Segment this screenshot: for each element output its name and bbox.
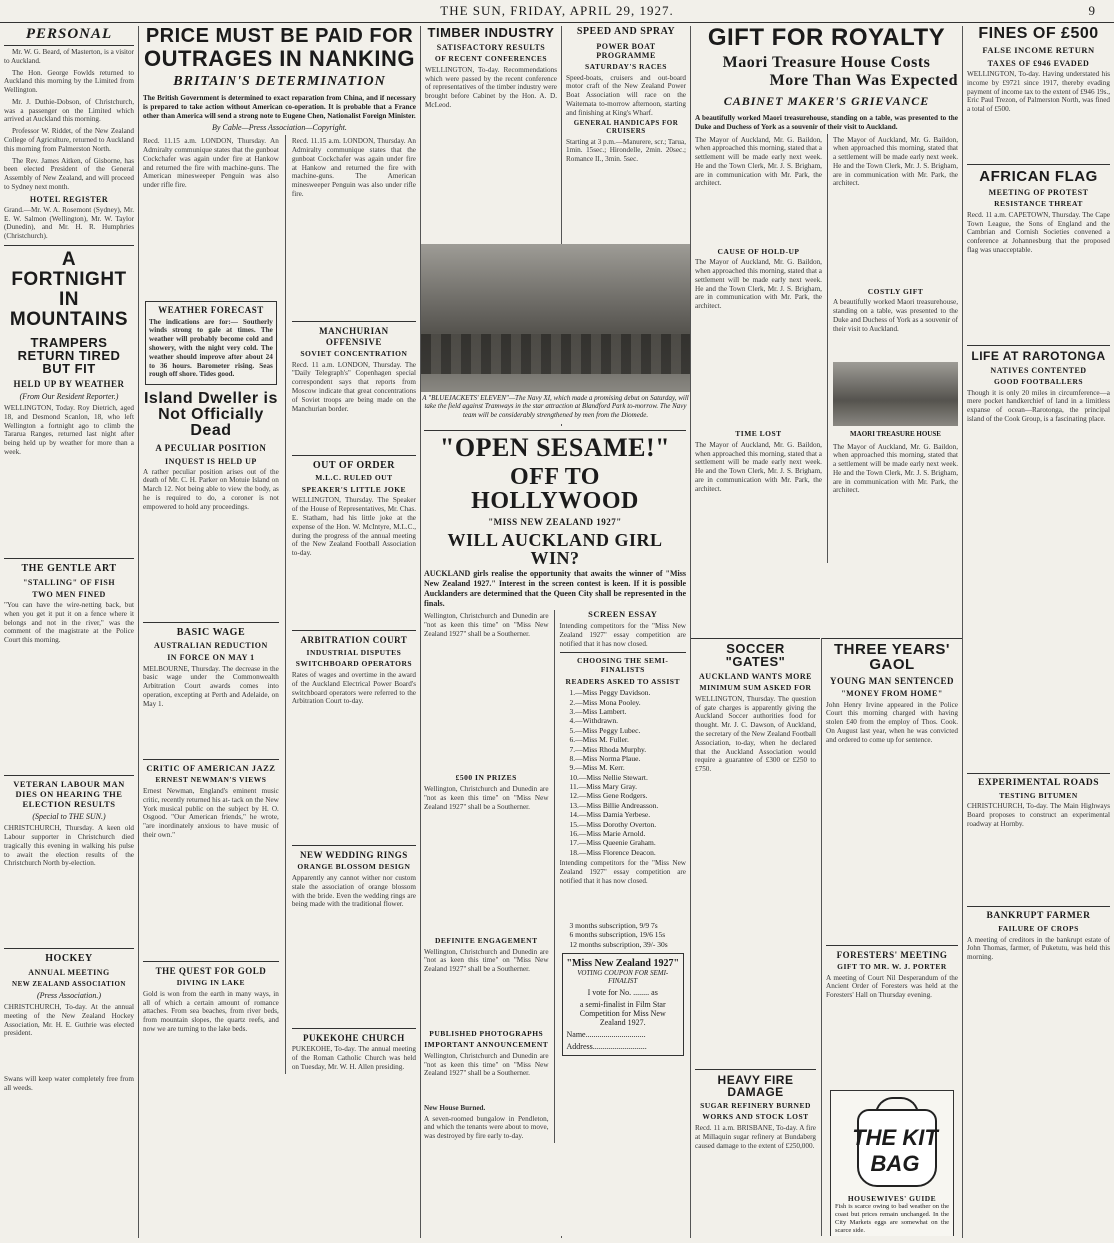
critic-headline: CRITIC OF AMERICAN JAZZ (146, 762, 276, 773)
more-than-expected-headline: More Than Was Expected (769, 72, 958, 89)
island-headline-1: Island Dweller is (143, 390, 278, 408)
quest-gold-headline: THE QUEST FOR GOLD (155, 965, 267, 976)
weather-forecast-box (145, 301, 277, 385)
coupon-title: "Miss New Zealand 1927" (566, 958, 679, 970)
experimental-roads-headline: EXPERIMENTAL ROADS (978, 777, 1099, 788)
african-flag-headline: AFRICAN FLAG (979, 167, 1098, 185)
ernest-subhead: ERNEST NEWMAN'S VIEWS (155, 775, 267, 785)
false-income-subhead: FALSE INCOME RETURN (982, 45, 1095, 55)
column-royalty (691, 26, 962, 626)
coupon-address-field[interactable]: Address........................... (566, 1042, 647, 1052)
personal-note: Mr. J. Duthie-Dobson, of Christchurch, was a passenger on the Limited which arrived at Auckland this morning. (4, 97, 134, 124)
important-announcement-subhead: IMPORTANT ANNOUNCEMENT (424, 1040, 549, 1050)
experimental-roads-body: CHRISTCHURCH, To-day. The Main Highways Board proposes to construct an experimental roadway at Hornby. (967, 802, 1110, 828)
fire-damage-headline: HEAVY FIRE DAMAGE (717, 1072, 794, 1099)
weather-forecast-heading: WEATHER FORECAST (158, 305, 264, 316)
hockey-source: (Press Association.) (37, 991, 101, 1001)
timber-subhead-1: SATISFACTORY RESULTS (436, 43, 546, 52)
choosing-semifinalists-subhead: CHOOSING THE SEMI-FINALISTS (577, 656, 669, 675)
basic-wage-headline: BASIC WAGE (176, 626, 246, 638)
treasure-house-photo (833, 362, 958, 426)
list-item: 10.—Miss Nellie Stewart. (569, 772, 648, 782)
veteran-headline: VETERAN LABOUR MAN DIES ON HEARING THE ELECTION RESULTS (13, 779, 125, 809)
column-timber (421, 26, 561, 241)
housewives-guide-title: HOUSEWIVES' GUIDE (847, 1193, 937, 1203)
hockey-headline: HOCKEY (45, 953, 93, 965)
good-footballers-subhead: GOOD FOOTBALLERS (993, 376, 1084, 386)
trampers-body: WELLINGTON, Today. Roy Dietrich, aged 18, and Desmond Scanlon, 18, who left Wellington a fortnight ago to climb the Tararua Ranges, returned last night after being held up by weather for more than a week. (4, 404, 134, 457)
peculiar-subhead: A PECULIAR POSITION (155, 443, 267, 454)
list-item: 9.—Miss M. Kerr. (569, 763, 625, 773)
inquest-subhead: INQUEST IS HELD UP (165, 456, 257, 466)
wedding-rings-headline: NEW WEDDING RINGS (300, 850, 408, 860)
holdup-body: The Mayor of Auckland, Mr. G. Baildon, when approached this morning, stated that a settlement will be made early next week. He and the Town Clerk, Mr. J. S. Brigham, are in communication with Mr. Park, the architect. (695, 258, 822, 311)
costly-gift-body: A beautifully worked Maori treasurehouse, standing on a table, was presented to the Duke and Duchess of York as a souvenir of their visit to Auckland. (832, 298, 958, 333)
african-flag-body: Recd. 11 a.m. CAPETOWN, Thursday. The Cape Town League, the Sons of England and the Cambrian and Cornish Societies convened a conference at Johannesburg that the proposed flag was unacceptable. (967, 210, 1110, 254)
kit-bag-logo (835, 1095, 955, 1195)
hotel-register-heading: HOTEL REGISTER (29, 194, 109, 204)
kit-bag-advert (830, 1090, 954, 1237)
list-item: 6 months subscription, 19/6 15s (569, 930, 666, 940)
failure-crops-subhead: FAILURE OF CROPS (998, 924, 1079, 934)
hollywood-headline: OFF TO HOLLYWOOD (471, 464, 639, 514)
basic-wage-subhead-1: AUSTRALIAN REDUCTION (154, 641, 268, 651)
screen-essay-body: Intending competitors for the "Miss New Zealand 1927" essay competition are notified that it has now closed. (559, 622, 686, 648)
timber-headline: TIMBER INDUSTRY (427, 26, 555, 40)
annual-meeting-subhead: ANNUAL MEETING (28, 967, 110, 977)
treasure-house-body: The Mayor of Auckland, Mr. G. Baildon, when approached this morning, stated that a settlement will be made early next week. He and the Town Clerk, Mr. J. S. Brigham, are in communication with Mr. Park, the architect. (832, 442, 958, 495)
personal-note: Mr. W. G. Beard, of Masterton, is a visitor to Auckland. (4, 48, 134, 65)
coupon-description: a semi-finalist in Film Star Competition for Miss New Zealand 1927. (579, 1000, 666, 1028)
personal-note: The Rev. James Aitken, of Gisborne, has been elected President of the General Assembly of New Zealand, and will proceed to Sydney next month. (4, 156, 134, 191)
island-headline-2: Not Officially Dead (158, 406, 264, 440)
stalling-subhead: "STALLING" OF FISH (22, 577, 116, 587)
fortnight-headline: A FORTNIGHT IN MOUNTAINS (9, 249, 129, 330)
screen-essay-subhead: SCREEN ESSAY (588, 609, 658, 620)
miss-nz-subhead: "MISS NEW ZEALAND 1927" (488, 517, 622, 527)
veteran-source: (Special to THE SUN.) (32, 812, 106, 822)
list-item: 1.—Miss Peggy Davidson. (569, 688, 651, 698)
gentle-art-headline: THE GENTLE ART (21, 563, 117, 575)
list-item: 11.—Miss Mary Gray. (569, 782, 638, 792)
published-photos-subhead: PUBLISHED PHOTOGRAPHS (429, 1028, 544, 1038)
speaker-joke-subhead: SPEAKER'S LITTLE JOKE (301, 484, 407, 494)
royalty-body: The Mayor of Auckland, Mr. G. Baildon, when approached this morning, stated that a settlement will be made early next week. He and the Town Clerk, Mr. J. S. Brigham, are in communication with Mr. Park, the architect. (695, 135, 822, 188)
housewives-guide-body: Fish is scarce owing to bad weather on the coast but prices remain unchanged. In the City Markets eggs are somewhat on the scarce side. (835, 1203, 949, 1234)
auckland-girl-headline: WILL AUCKLAND GIRL WIN? (447, 530, 663, 569)
definite-engagement-subhead: DEFINITE ENGAGEMENT (434, 935, 538, 945)
speed-headline: SPEED AND SPRAY (576, 26, 676, 37)
nz-association-subhead: NEW ZEALAND ASSOCIATION (12, 979, 126, 988)
open-sesame-body: Wellington, Christchurch and Dunedin are "not as keen this time" on "Miss New Zealand 1927" shall be a Southerner. (424, 612, 549, 638)
wedding-rings-body: Apparently any cannot wither nor custom stale the association of orange blossom with the bride. Even the wedding rings are being made with the traditional flower. (291, 873, 416, 909)
protest-subhead: MEETING OF PROTEST (988, 187, 1089, 197)
masthead-title: THE SUN, FRIDAY, APRIL 29, 1927. (440, 3, 674, 18)
navy-team-photo (421, 244, 690, 392)
holdup-subhead: CAUSE OF HOLD-UP (717, 246, 800, 256)
auckland-wants-subhead: AUCKLAND WANTS MORE (699, 672, 812, 681)
list-item: 3.—Miss Lambert. (569, 707, 627, 717)
arbitration-headline: ARBITRATION COURT (300, 635, 408, 646)
manchurian-headline: MANCHURIAN OFFENSIVE (319, 326, 389, 347)
column-nanking (139, 26, 420, 1236)
royalty-lead: A beautifully worked Maori treasurehouse, standing on a table, was presented to the Duke and Duchess of York as a souvenir of their visit to Auckland. (695, 114, 958, 131)
personal-heading: PERSONAL (4, 26, 134, 46)
sugar-refinery-subhead: SUGAR REFINERY BURNED (700, 1100, 811, 1110)
list-item: 7.—Miss Rhoda Murphy. (569, 744, 647, 754)
diving-subhead: DIVING IN LAKE (176, 978, 246, 988)
two-men-subhead: TWO MEN FINED (32, 589, 106, 599)
page-number: 9 (1088, 3, 1096, 18)
list-item: 6.—Miss M. Fuller. (569, 735, 629, 745)
personal-note: The Hon. George Fowlds returned to Auckland this morning by the Limited from Wellington. (4, 68, 134, 95)
royalty-headline: GIFT FOR ROYALTY (707, 26, 946, 51)
house-burned-heading: New House Burned. (424, 1103, 486, 1112)
time-lost-subhead: TIME LOST (735, 429, 782, 439)
trampers-headline: TRAMPERS RETURN TIRED BUT FIT (17, 334, 121, 376)
soccer-gates-headline: SOCCER "GATES" (725, 641, 786, 669)
list-item: 5.—Miss Peggy Lubec. (569, 725, 641, 735)
column-soccer (691, 638, 820, 1236)
masthead (0, 0, 1114, 23)
bitumen-subhead: TESTING BITUMEN (999, 790, 1078, 800)
gaol-body: John Henry Irvine appeared in the Police Court this morning charged with having stolen £40 from the employ of Thos. Cook. On August last year, when he was convicted and ordered to come up for sentence. (826, 700, 958, 744)
important-body: Wellington, Christchurch and Dunedin are "not as keen this time" on "Miss New Zealand 1927" shall be a Southerner. (424, 1051, 549, 1078)
money-from-home-subhead: "MONEY FROM HOME" (841, 689, 943, 699)
treasure-house-headline: Maori Treasure House Costs (722, 54, 931, 71)
column-right (963, 26, 1114, 1236)
speed-body: Speed-boats, cruisers and out-board motor craft of the New Zealand Power Boat Association will race on the Waitemata to-morrow afternoon, starting and finishing at King's Wharf. (566, 73, 686, 117)
entries-list (570, 688, 687, 857)
basic-wage-body: MELBOURNE, Thursday. The decrease in the basic wage under the Commonwealth Arbitration Court awards comes into operation, excepting at Perth and Adelaide, on May 1. (143, 664, 279, 708)
critic-body: Ernest Newman, England's eminent music critic, recently returned his at- tack on the New York musical public on the subject by H. O. Osgood. "Our American friends," he wrote, "are inordinately anxious to have music of their own." (143, 786, 279, 839)
quest-gold-body: Gold is won from the earth in many ways, in all of which a certain amount of romance attaches. From sea beaches, from river beds, from mountain slopes, the quartz reefs, and now we are turning to the lake beds. (143, 989, 279, 1034)
switchboard-subhead: SWITCHBOARD OPERATORS (295, 659, 413, 669)
mlc-subhead: M.L.C. RULED OUT (315, 473, 393, 483)
porter-gift-subhead: GIFT TO MR. W. J. PORTER (837, 961, 947, 971)
works-stock-subhead: WORKS AND STOCK LOST (702, 1112, 809, 1122)
coupon-subtitle: VOTING COUPON FOR SEMI-FINALIST (577, 969, 669, 986)
nanking-lead: The British Government is determined to exact reparation from China, and if necessary is prepared to take action without American co-operation. It is probable that a France other than America will send a strong note to Eugene Chen, Nationalist Foreign Minister. (143, 94, 416, 120)
column-gaol (822, 638, 962, 1236)
out-of-order-headline: OUT OF ORDER (312, 459, 395, 471)
list-item: 8.—Miss Norma Plaue. (569, 753, 641, 763)
nanking-source: By Cable—Press Association—Copyright. (212, 123, 347, 133)
list-item: 15.—Miss Dorothy Overton. (569, 819, 657, 829)
manchurian-body: Recd. 11 a.m. LONDON, Thursday. The "Daily Telegraph's" Copenhagen special correspondent says that reports from Moscow indicate that great concentrations of Soviet troops are being made on the Manchurian border. (291, 360, 416, 413)
orange-blossom-subhead: ORANGE BLOSSOM DESIGN (297, 862, 411, 872)
weather-forecast-body: The indications are for:— Southerly winds strong to gale at times. The weather will probably become cold and showery, with the night very cold. The weather should improve after about 24 to 36 hours. Barometer rising. Seas rough off shore. Tides good. (149, 317, 273, 379)
taxes-evaded-subhead: TAXES OF £946 EVADED (987, 58, 1090, 68)
costly-gift-subhead: COSTLY GIFT (867, 286, 924, 296)
list-item: 17.—Miss Queenie Graham. (569, 838, 656, 848)
handicaps-body: Starting at 3 p.m.—Manurere, scr.; Tarua, 1min. 15sec.; Hirondelle, 2min. 20sec.; Romance II., 3min. 5sec. (566, 137, 686, 164)
handicaps-subhead: GENERAL HANDICAPS FOR CRUISERS (573, 119, 679, 136)
house-burned-body: A seven-roomed bungalow in Pendleton, and which the tenants were about to move, was destroyed by fire early to-day. (424, 1114, 549, 1141)
open-sesame-headline: "OPEN SESAME!" (439, 433, 671, 462)
list-item: 12.—Miss Gene Rodgers. (569, 791, 648, 801)
power-boat-subhead: POWER BOAT PROGRAMME (596, 41, 656, 60)
timber-subhead-2: OF RECENT CONFERENCES (434, 54, 548, 64)
gaol-headline: THREE YEARS' GAOL (834, 641, 950, 673)
column-speed (562, 26, 690, 241)
nanking-headline-1: PRICE MUST BE PAID FOR (145, 26, 414, 47)
natives-contented-subhead: NATIVES CONTENTED (990, 365, 1087, 375)
coupon-name-field[interactable]: Name.............................. (566, 1030, 646, 1040)
entries-body: Intending competitors for the "Miss New Zealand 1927" essay competition are notified that it has now closed. (559, 859, 686, 885)
rarotonga-headline: LIFE AT RAROTONGA (971, 348, 1106, 363)
bankrupt-farmer-headline: BANKRUPT FARMER (986, 911, 1091, 922)
navy-photo-block (421, 244, 690, 424)
definite-body: Wellington, Christchurch and Dunedin are "not as keen this time" on "Miss New Zealand 1927" shall be a Southerner. (424, 947, 549, 974)
treasure-house-caption: MAORI TREASURE HOUSE (850, 430, 941, 439)
soviet-subhead: SOVIET CONCENTRATION (300, 349, 408, 359)
swan-note: Swans will keep water completely free from all weeds. (4, 1075, 134, 1092)
cabinet-maker-subhead: CABINET MAKER'S GRIEVANCE (723, 94, 930, 108)
subscription-terms (570, 921, 687, 949)
resistance-subhead: RESISTANCE THREAT (994, 199, 1083, 209)
personal-notes (4, 48, 134, 192)
pukekohe-body: PUKEKOHE, To-day. The annual meeting of the Roman Catholic Church was held on Tuesday, Mr. W. H. Allen presiding. (291, 1045, 416, 1071)
readers-asked-subhead: READERS ASKED TO ASSIST (565, 676, 680, 686)
voting-coupon[interactable] (562, 953, 685, 1056)
hockey-body: CHRISTCHURCH, To-day. At the annual meeting of the New Zealand Hockey Association, Mr. H. E. Guthrie was elected president. (4, 1003, 134, 1038)
nanking-body-cont: Recd. 11.15 a.m. LONDON, Thursday. An Admiralty communique states that the gunboat Cockchafer was again under fire at Hankow and returned the fire with machine-guns. The American minesweeper Penguin was also under rifle fire. (291, 137, 416, 199)
gentle-art-body: "You can have the wire-netting back, but when you get it put it on a fence where it belongs and not in the river," was the comment of the magistrate at the Police Court this morning. (4, 601, 134, 645)
column-personal (0, 26, 138, 1236)
island-body: A rather peculiar position arises out of the death of Mr. C. H. Parker on Motuie Island on March 12. Not being able to view the body, as he is required to do, a coroner is not empowered to hold any proceedings. (143, 467, 279, 511)
list-item: 3 months subscription, 9/9 7s (569, 921, 658, 931)
veteran-body: CHRISTCHURCH, Thursday. A keen old Labour supporter in Christchurch died tragically this evening in walking his pulse to await the election results of the Christchurch North by-election. (4, 824, 134, 868)
prizes-body: Wellington, Christchurch and Dunedin are "not as keen this time" on "Miss New Zealand 1927" shall be a Southerner. (424, 784, 549, 811)
weather-subhead: HELD UP BY WEATHER (13, 378, 125, 389)
basic-wage-subhead-2: IN FORCE ON MAY 1 (167, 653, 255, 663)
weather-source: (From Our Resident Reporter.) (19, 392, 119, 402)
arbitration-body: Rates of wages and overtime in the award of the Auckland Electrical Power Board's switchboard operators were referred to the Arbitration Court to-day. (291, 671, 416, 706)
fines-body: WELLINGTON, To-day. Having understated his income by £9721 since 1917, thereby evading payment of income tax to the extent of £946 19s., Eric Paul Trezon, of Palmerston North, was fined a total of £500. (967, 69, 1110, 114)
list-item: 18.—Miss Florence Deacon. (569, 847, 656, 857)
prizes-subhead: £500 IN PRIZES (455, 773, 517, 783)
personal-note: Professor W. Riddet, of the New Zealand College of Agriculture, returned to Auckland this morning from Palmerston North. (4, 127, 134, 153)
foresters-headline: FORESTERS' MEETING (836, 949, 948, 960)
minimum-sum-subhead: MINIMUM SUM ASKED FOR (699, 683, 812, 693)
bankrupt-farmer-body: A meeting of creditors in the bankrupt estate of John Thomas, farmer, of Puketutu, was held this morning. (967, 935, 1110, 962)
royalty-body-cont: The Mayor of Auckland, Mr. G. Baildon, when approached this morning, stated that a settlement will be made early next week. He and the Town Clerk, Mr. J. S. Brigham, are in communication with Mr. Park, the architect. (832, 135, 958, 188)
fines-headline: FINES OF £500 (978, 26, 1099, 42)
navy-photo-caption: A "BLUEJACKETS' ELEVEN"—The Navy XI, which made a promising debut on Saturday, will take the field against Tramways in the star attraction at Blandford Park to-morrow. The Navy team will be considerably strengthened by men from the Diomede. (422, 394, 689, 419)
kit-bag-brand: THE KIT BAG (852, 1124, 938, 1176)
time-lost-body: The Mayor of Auckland, Mr. G. Baildon, when approached this morning, stated that a settlement will be made early next week. He and the Town Clerk, Mr. J. S. Brigham, are in communication with Mr. Park, the architect. (695, 440, 822, 493)
list-item: 13.—Miss Billie Andreasson. (569, 800, 659, 810)
list-item: 4.—Withdrawn. (569, 716, 618, 726)
industrial-subhead: INDUSTRIAL DISPUTES (306, 647, 402, 657)
nanking-body: Recd. 11.15 a.m. LONDON, Thursday. An Admiralty communique states that the gunboat Cockchafer was again under fire at Hankow and returned the fire with machine-guns. The American minesweeper Penguin was also under rifle fire. (143, 137, 279, 190)
out-of-order-body: WELLINGTON, Thursday. The Speaker of the House of Representatives, Mr. Chas. E. Statham, had his little joke at the expense of the Hon. W. McIntyre, M.L.C., during the progress of the annual meeting of the New Zealand Football Association to-day. (291, 496, 416, 558)
fire-damage-body: Recd. 11 a.m. BRISBANE, To-day. A fire at Millaquin sugar refinery at Bundaberg caused damage to the extent of £250,000. (695, 1124, 816, 1150)
list-item: 2.—Miss Mona Pooley. (569, 697, 641, 707)
nanking-headline-2: OUTRAGES IN NANKING (143, 46, 416, 71)
list-item: 12 months subscription, 39/- 30s (569, 939, 668, 949)
timber-body: WELLINGTON, To-day. Recommendations which were passed by the recent conference of representatives of the timber industry were brought before Cabinet by the Hon. A. D. McLeod. (425, 65, 557, 109)
soccer-body: WELLINGTON, Thursday. The question of gate charges is apparently giving the Auckland Soccer authorities food for thought. Mr. J. C. Dawson, of Auckland, the secretary of the New Zealand Football Association, to-day, when he declared that the Auckland Association would require a guarantee of £300 or £250 to £750. (695, 694, 816, 774)
britain-determination: BRITAIN'S DETERMINATION (173, 74, 386, 89)
list-item: 14.—Miss Damia Yerbese. (569, 810, 651, 820)
saturday-races-subhead: SATURDAY'S RACES (585, 61, 667, 71)
hotel-register: Grand.—Mr. W. A. Rosemont (Sydney), Mr. E. W. Salmon (Wellington), Mr. W. Taylor (Dunedin), and Mr. H. R. Humphries (Christchurch). (4, 205, 134, 241)
rarotonga-body: Though it is only 20 miles in circumference—a mere pocket handkerchief of land in a limitless expanse of ocean—Rarotonga, the principal island of the Cook Group, is a fascinating place. (967, 388, 1110, 423)
young-man-subhead: YOUNG MAN SENTENCED (829, 676, 954, 686)
open-sesame-feature (421, 426, 689, 1236)
foresters-body: A meeting of Court Nil Desperandum of the Ancient Order of Foresters was held at the Foresters' Hall on Thursday evening. (826, 973, 958, 1000)
coupon-vote-line: I vote for No. ........ as (587, 988, 658, 998)
open-sesame-lead: AUCKLAND girls realise the opportunity that awaits the winner of "Miss New Zealand 1927." Interest in the screen contest is keen. If it is possible Aucklanders are determined that the Queen City shall be represented in the finals. (424, 569, 686, 608)
pukekohe-headline: PUKEKOHE CHURCH (303, 1032, 405, 1043)
list-item: 16.—Miss Marie Arnold. (569, 828, 646, 838)
